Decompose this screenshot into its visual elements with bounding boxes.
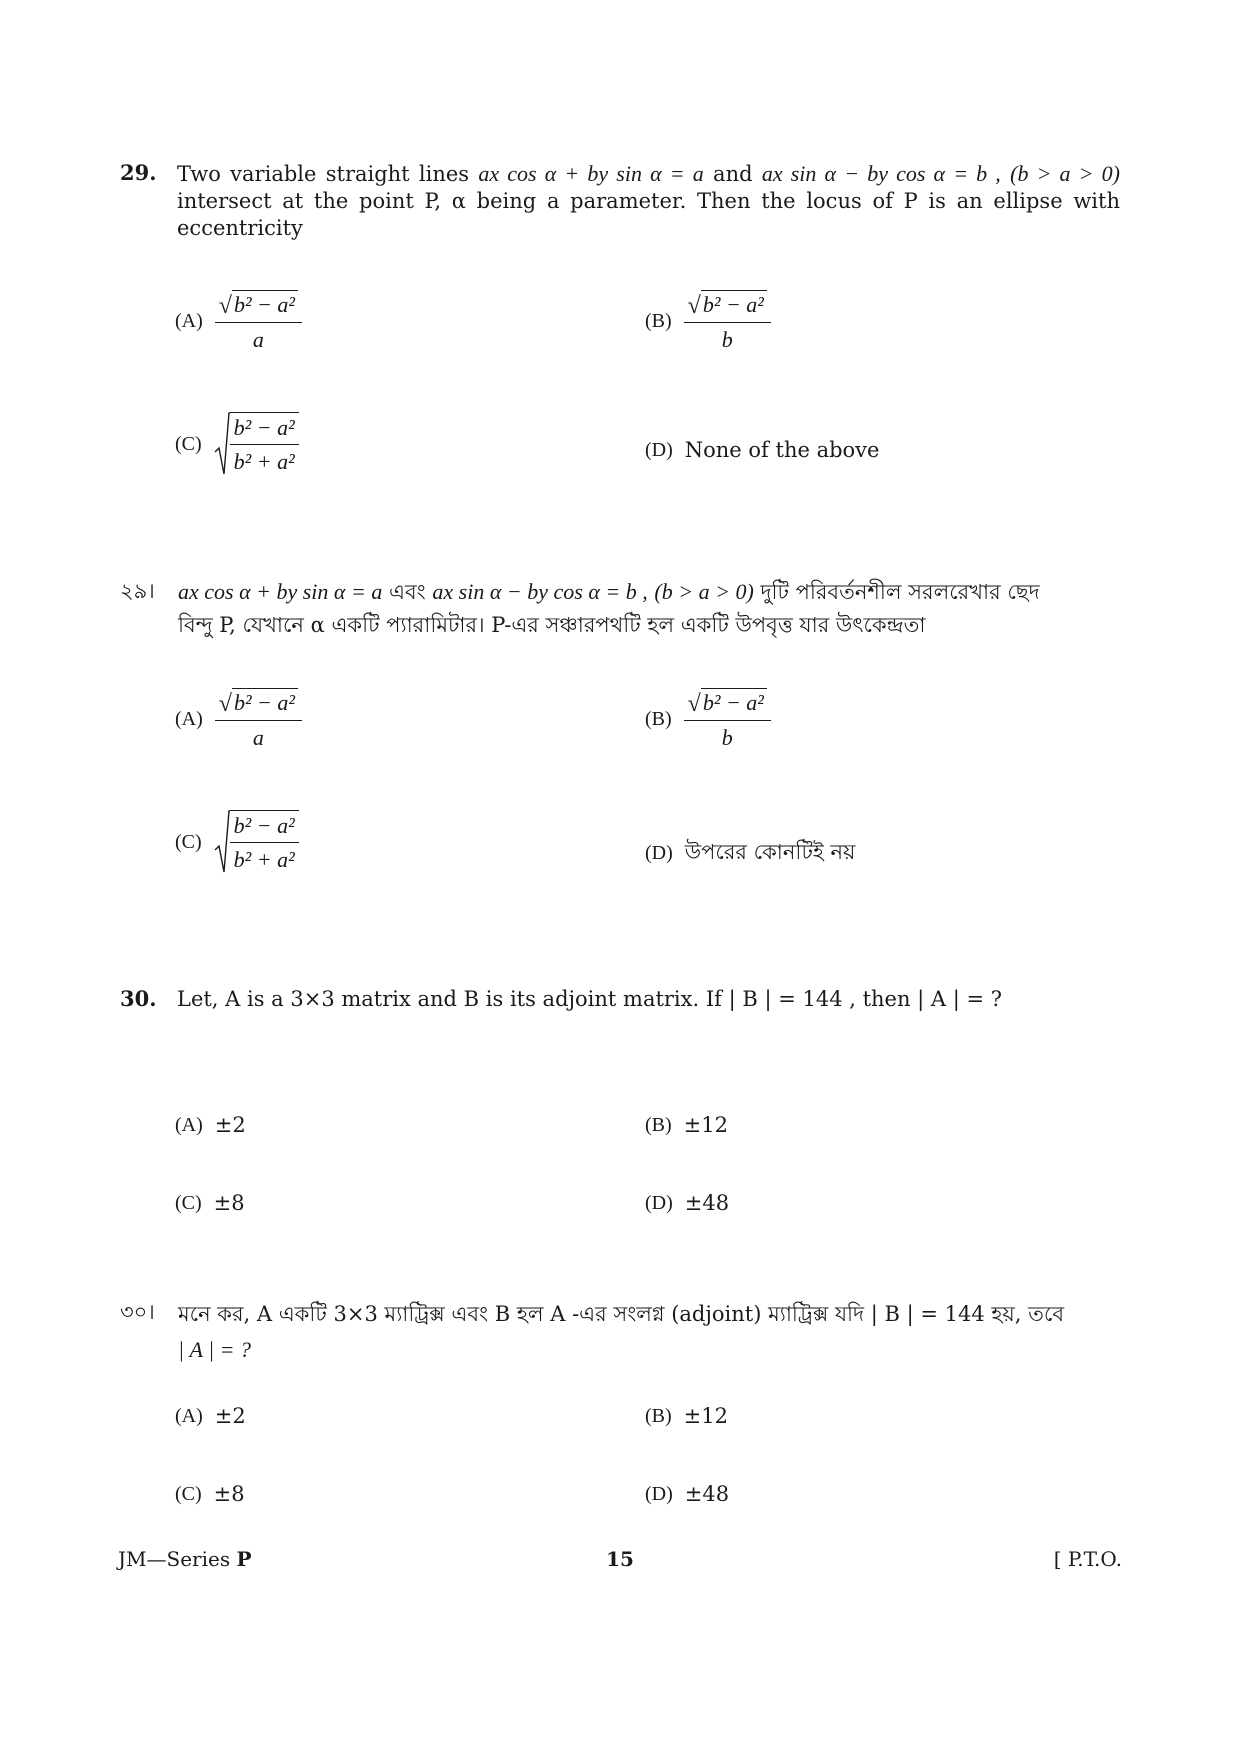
option-c[interactable]: (C) $\frac{\text{b² − a²}}{\text{b² + a²}}$: [175, 810, 299, 874]
question-stem: Two variable straight lines ax cos α + by sin α = a and ax sin α − by cos α = b , (b > a > 0) intersect at the point P, α being a parameter. Then the locus of P is an ellipse with eccentricity: [177, 161, 1120, 240]
option-a[interactable]: (A) √ b² − a² a: [175, 290, 302, 353]
option-d[interactable]: (D) ±48: [645, 1482, 730, 1506]
fraction: √ b² − a² a: [215, 290, 302, 353]
radical-sign-icon: [214, 412, 230, 476]
page-number: 15: [606, 1547, 634, 1571]
question-number: ২৯।: [120, 579, 155, 603]
option-d[interactable]: (D) ±48: [645, 1191, 730, 1215]
option-b[interactable]: (B) √ b² − a² b: [645, 290, 771, 353]
series-label: JM—Series P: [118, 1547, 252, 1571]
option-d[interactable]: (D) None of the above: [645, 438, 880, 462]
question-number: 29.: [120, 160, 157, 185]
pto-label: [ P.T.O.: [1053, 1547, 1122, 1571]
radical-sign-icon: [214, 810, 230, 874]
option-a[interactable]: (A) ±2: [175, 1404, 246, 1428]
equation-1: ax cos α + by sin α = a: [478, 161, 704, 186]
question-stem: মনে কর, A একটি 3×3 ম্যাট্রিক্স এবং B হল A -এর সংলগ্ন (adjoint) ম্যাট্রিক্স যদি | B | = 144 হয়, তবে | A | = ?: [178, 1302, 1065, 1362]
option-c[interactable]: (C) ±8: [175, 1482, 245, 1506]
sqrt-fraction: $\frac{\text{b² − a²}}{\text{b² + a²}}$: [214, 810, 299, 874]
equation-2: ax sin α − by cos α = b ,: [761, 161, 1001, 186]
fraction: √ b² − a² a: [215, 688, 302, 751]
fraction: √ b² − a² b: [684, 290, 771, 353]
option-b[interactable]: (B) √ b² − a² b: [645, 688, 771, 751]
condition: (b > a > 0): [1010, 161, 1120, 186]
option-c[interactable]: (C) ±8: [175, 1191, 245, 1215]
option-b[interactable]: (B) ±12: [645, 1113, 728, 1137]
option-a[interactable]: (A) √ b² − a² a: [175, 688, 302, 751]
question-number: ৩০।: [120, 1300, 155, 1324]
fraction: √ b² − a² b: [684, 688, 771, 751]
question-stem: ax cos α + by sin α = a এবং ax sin α − by cos α = b , (b > a > 0) দুটি পরিবর্তনশীল সরলরেখার ছেদ বিন্দু P, যেখানে α একটি প্যারামিটার। P-এর সঞ্চারপথটি হল একটি উপবৃত্ত যার উৎকেন্দ্রতা: [178, 579, 1040, 637]
question-stem: Let, A is a 3×3 matrix and B is its adjoint matrix. If | B | = 144 , then | A | = ?: [177, 987, 1003, 1011]
option-d[interactable]: (D) উপরের কোনটিই নয়: [645, 840, 856, 864]
option-c[interactable]: (C) $\frac{\text{b² − a²}}{\text{b² + a²}}$: [175, 412, 299, 476]
sqrt-fraction: $\frac{\text{b² − a²}}{\text{b² + a²}}$: [214, 412, 299, 476]
question-number: 30.: [120, 986, 157, 1011]
option-a[interactable]: (A) ±2: [175, 1113, 246, 1137]
option-b[interactable]: (B) ±12: [645, 1404, 728, 1428]
